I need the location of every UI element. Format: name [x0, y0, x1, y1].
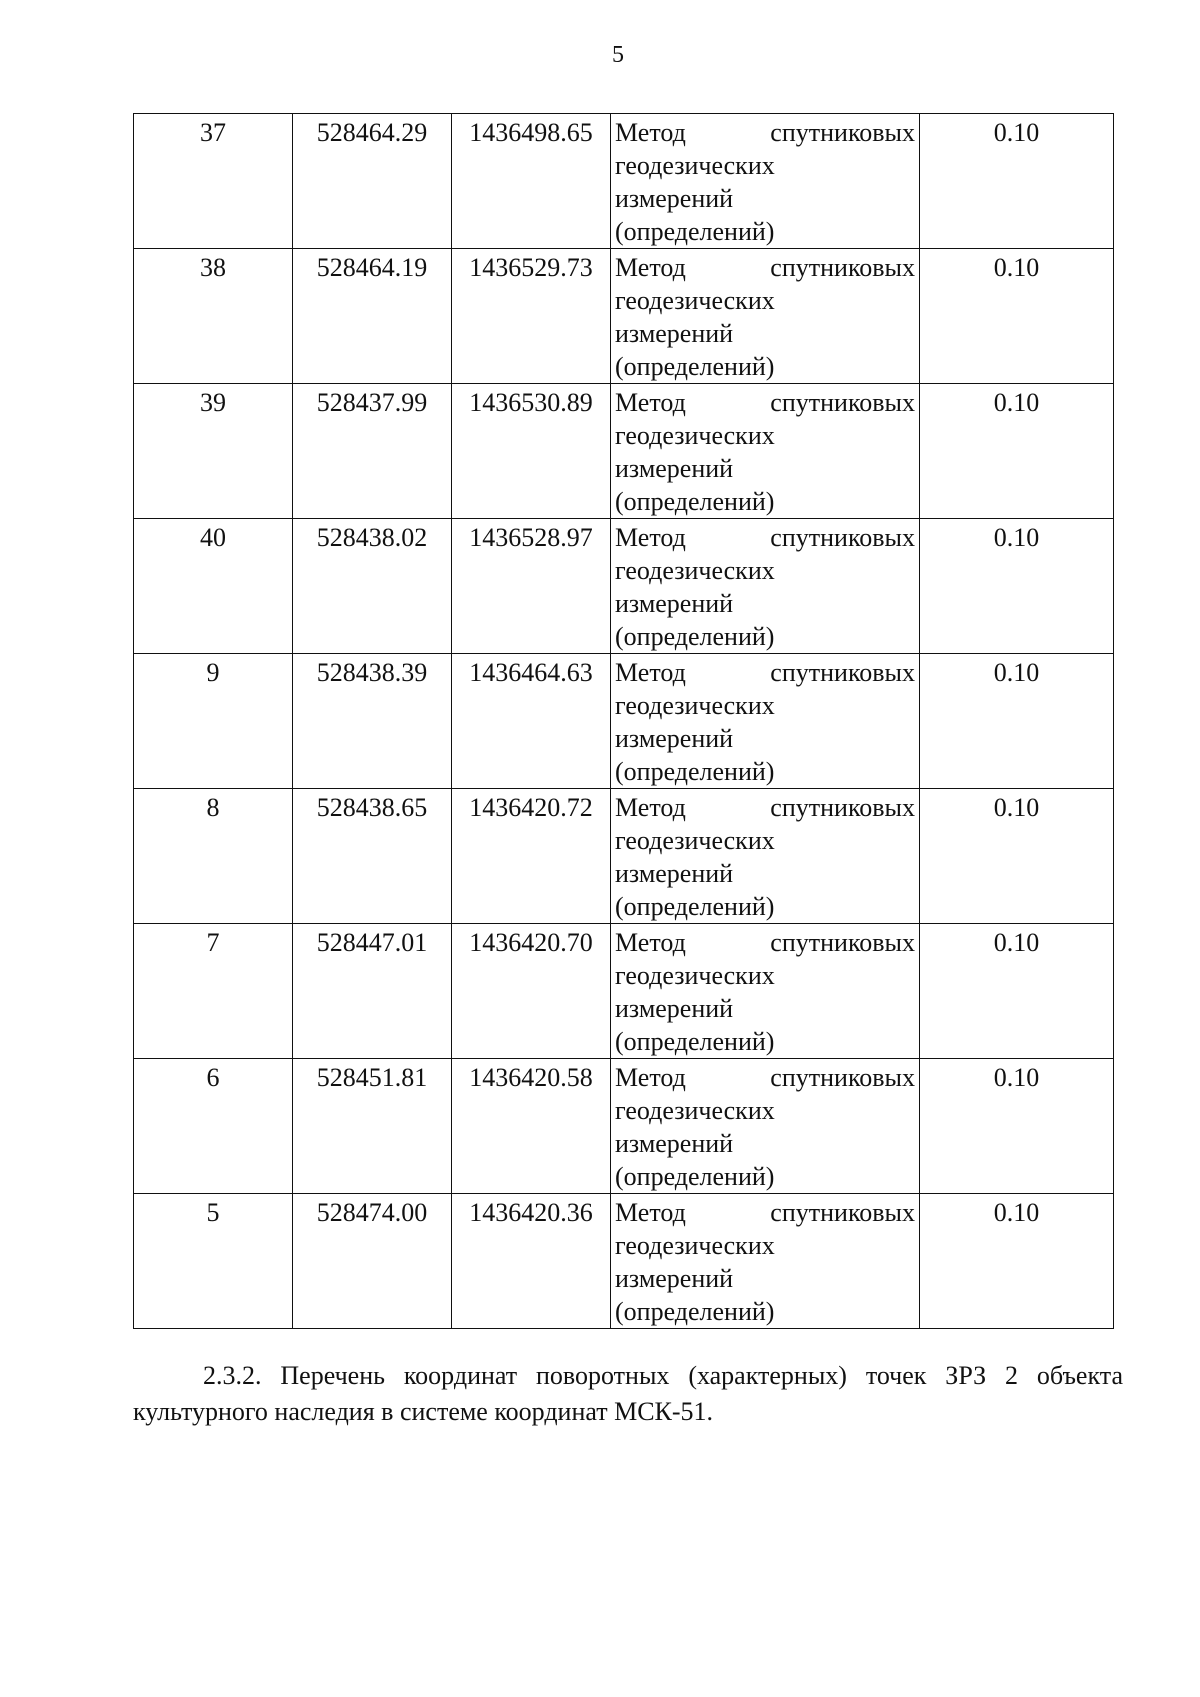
method-word-1: Метод	[615, 793, 686, 822]
y-coordinate: 1436464.63	[469, 658, 593, 687]
y-coordinate-cell	[452, 789, 611, 924]
x-coordinate: 528437.99	[316, 388, 428, 417]
method-word-2: спутниковых	[770, 388, 915, 417]
method-word-1: Метод	[615, 928, 686, 957]
method-word-1: Метод	[615, 658, 686, 687]
accuracy-value: 0.10	[993, 1063, 1040, 1092]
point-number-cell	[134, 789, 293, 924]
y-coordinate-cell	[452, 1059, 611, 1194]
x-coordinate: 528464.19	[316, 253, 428, 282]
accuracy-cell	[920, 1059, 1114, 1194]
y-coordinate: 1436530.89	[469, 388, 593, 417]
point-number-cell	[134, 384, 293, 519]
x-coordinate: 528447.01	[316, 928, 428, 957]
point-number: 5	[206, 1198, 220, 1227]
method-first-line	[615, 386, 915, 419]
y-coordinate: 1436420.70	[469, 928, 593, 957]
point-number: 37	[200, 118, 226, 147]
table-row	[134, 249, 1114, 384]
y-coordinate-cell	[452, 114, 611, 249]
y-coordinate: 1436498.65	[469, 118, 593, 147]
accuracy-value: 0.10	[993, 928, 1040, 957]
accuracy-value: 0.10	[993, 388, 1040, 417]
x-coordinate-cell	[293, 654, 452, 789]
method-first-line	[615, 1061, 915, 1094]
method-cell	[611, 114, 920, 249]
y-coordinate: 1436528.97	[469, 523, 593, 552]
table-row	[134, 654, 1114, 789]
accuracy-cell	[920, 114, 1114, 249]
method-word-2: спутниковых	[770, 1063, 915, 1092]
point-number: 6	[206, 1063, 220, 1092]
accuracy-value: 0.10	[993, 658, 1040, 687]
x-coordinate: 528438.39	[316, 658, 428, 687]
method-rest: геодезических измерений (определений)	[615, 826, 775, 921]
method-rest: геодезических измерений (определений)	[615, 556, 775, 651]
coordinates-table	[133, 113, 1114, 1329]
method-word-2: спутниковых	[770, 253, 915, 282]
accuracy-cell	[920, 924, 1114, 1059]
method-rest: геодезических измерений (определений)	[615, 961, 775, 1056]
method-word-1: Метод	[615, 523, 686, 552]
method-first-line	[615, 926, 915, 959]
accuracy-value: 0.10	[993, 793, 1040, 822]
method-first-line	[615, 521, 915, 554]
point-number-cell	[134, 654, 293, 789]
section-paragraph: 2.3.2. Перечень координат поворотных (характерных) точек ЗРЗ 2 объекта культурного наследия в системе координат МСК-51.	[133, 1361, 1123, 1426]
x-coordinate: 528464.29	[316, 118, 428, 147]
y-coordinate-cell	[452, 519, 611, 654]
method-word-2: спутниковых	[770, 118, 915, 147]
x-coordinate-cell	[293, 1059, 452, 1194]
x-coordinate-cell	[293, 114, 452, 249]
method-cell	[611, 654, 920, 789]
y-coordinate-cell	[452, 384, 611, 519]
x-coordinate: 528438.02	[316, 523, 428, 552]
method-rest: геодезических измерений (определений)	[615, 1096, 775, 1191]
accuracy-value: 0.10	[993, 1198, 1040, 1227]
point-number-cell	[134, 249, 293, 384]
method-cell	[611, 1194, 920, 1329]
y-coordinate: 1436529.73	[469, 253, 593, 282]
accuracy-value: 0.10	[993, 253, 1040, 282]
method-word-1: Метод	[615, 1063, 686, 1092]
point-number-cell	[134, 1194, 293, 1329]
method-word-2: спутниковых	[770, 928, 915, 957]
method-word-1: Метод	[615, 388, 686, 417]
method-word-1: Метод	[615, 1198, 686, 1227]
y-coordinate: 1436420.58	[469, 1063, 593, 1092]
method-cell	[611, 1059, 920, 1194]
method-word-1: Метод	[615, 118, 686, 147]
x-coordinate: 528474.00	[316, 1198, 428, 1227]
method-first-line	[615, 116, 915, 149]
point-number: 39	[200, 388, 226, 417]
point-number-cell	[134, 519, 293, 654]
accuracy-cell	[920, 249, 1114, 384]
y-coordinate-cell	[452, 654, 611, 789]
accuracy-value: 0.10	[993, 523, 1040, 552]
accuracy-value: 0.10	[993, 118, 1040, 147]
method-rest: геодезических измерений (определений)	[615, 151, 775, 246]
page-number: 5	[612, 42, 624, 68]
method-first-line	[615, 1196, 915, 1229]
coordinates-table-body	[134, 114, 1114, 1329]
y-coordinate-cell	[452, 249, 611, 384]
method-word-2: спутниковых	[770, 658, 915, 687]
point-number: 8	[206, 793, 220, 822]
x-coordinate: 528451.81	[316, 1063, 428, 1092]
method-word-2: спутниковых	[770, 1198, 915, 1227]
point-number: 9	[206, 658, 220, 687]
accuracy-cell	[920, 789, 1114, 924]
accuracy-cell	[920, 519, 1114, 654]
x-coordinate-cell	[293, 249, 452, 384]
table-row	[134, 924, 1114, 1059]
y-coordinate-cell	[452, 924, 611, 1059]
method-rest: геодезических измерений (определений)	[615, 421, 775, 516]
method-word-2: спутниковых	[770, 523, 915, 552]
method-cell	[611, 384, 920, 519]
method-first-line	[615, 251, 915, 284]
table-row	[134, 789, 1114, 924]
y-coordinate: 1436420.72	[469, 793, 593, 822]
x-coordinate-cell	[293, 384, 452, 519]
point-number-cell	[134, 924, 293, 1059]
accuracy-cell	[920, 654, 1114, 789]
table-row	[134, 519, 1114, 654]
y-coordinate-cell	[452, 1194, 611, 1329]
method-cell	[611, 924, 920, 1059]
x-coordinate-cell	[293, 789, 452, 924]
x-coordinate-cell	[293, 519, 452, 654]
method-rest: геодезических измерений (определений)	[615, 691, 775, 786]
table-row	[134, 1059, 1114, 1194]
point-number-cell	[134, 1059, 293, 1194]
table-row	[134, 114, 1114, 249]
method-word-2: спутниковых	[770, 793, 915, 822]
point-number: 7	[206, 928, 220, 957]
method-rest: геодезических измерений (определений)	[615, 1231, 775, 1326]
method-cell	[611, 789, 920, 924]
method-word-1: Метод	[615, 253, 686, 282]
y-coordinate: 1436420.36	[469, 1198, 593, 1227]
method-rest: геодезических измерений (определений)	[615, 286, 775, 381]
method-cell	[611, 519, 920, 654]
point-number: 38	[200, 253, 226, 282]
point-number-cell	[134, 114, 293, 249]
x-coordinate-cell	[293, 924, 452, 1059]
accuracy-cell	[920, 1194, 1114, 1329]
point-number: 40	[200, 523, 226, 552]
method-first-line	[615, 656, 915, 689]
table-row	[134, 384, 1114, 519]
method-cell	[611, 249, 920, 384]
method-first-line	[615, 791, 915, 824]
table-row	[134, 1194, 1114, 1329]
accuracy-cell	[920, 384, 1114, 519]
x-coordinate: 528438.65	[316, 793, 428, 822]
x-coordinate-cell	[293, 1194, 452, 1329]
